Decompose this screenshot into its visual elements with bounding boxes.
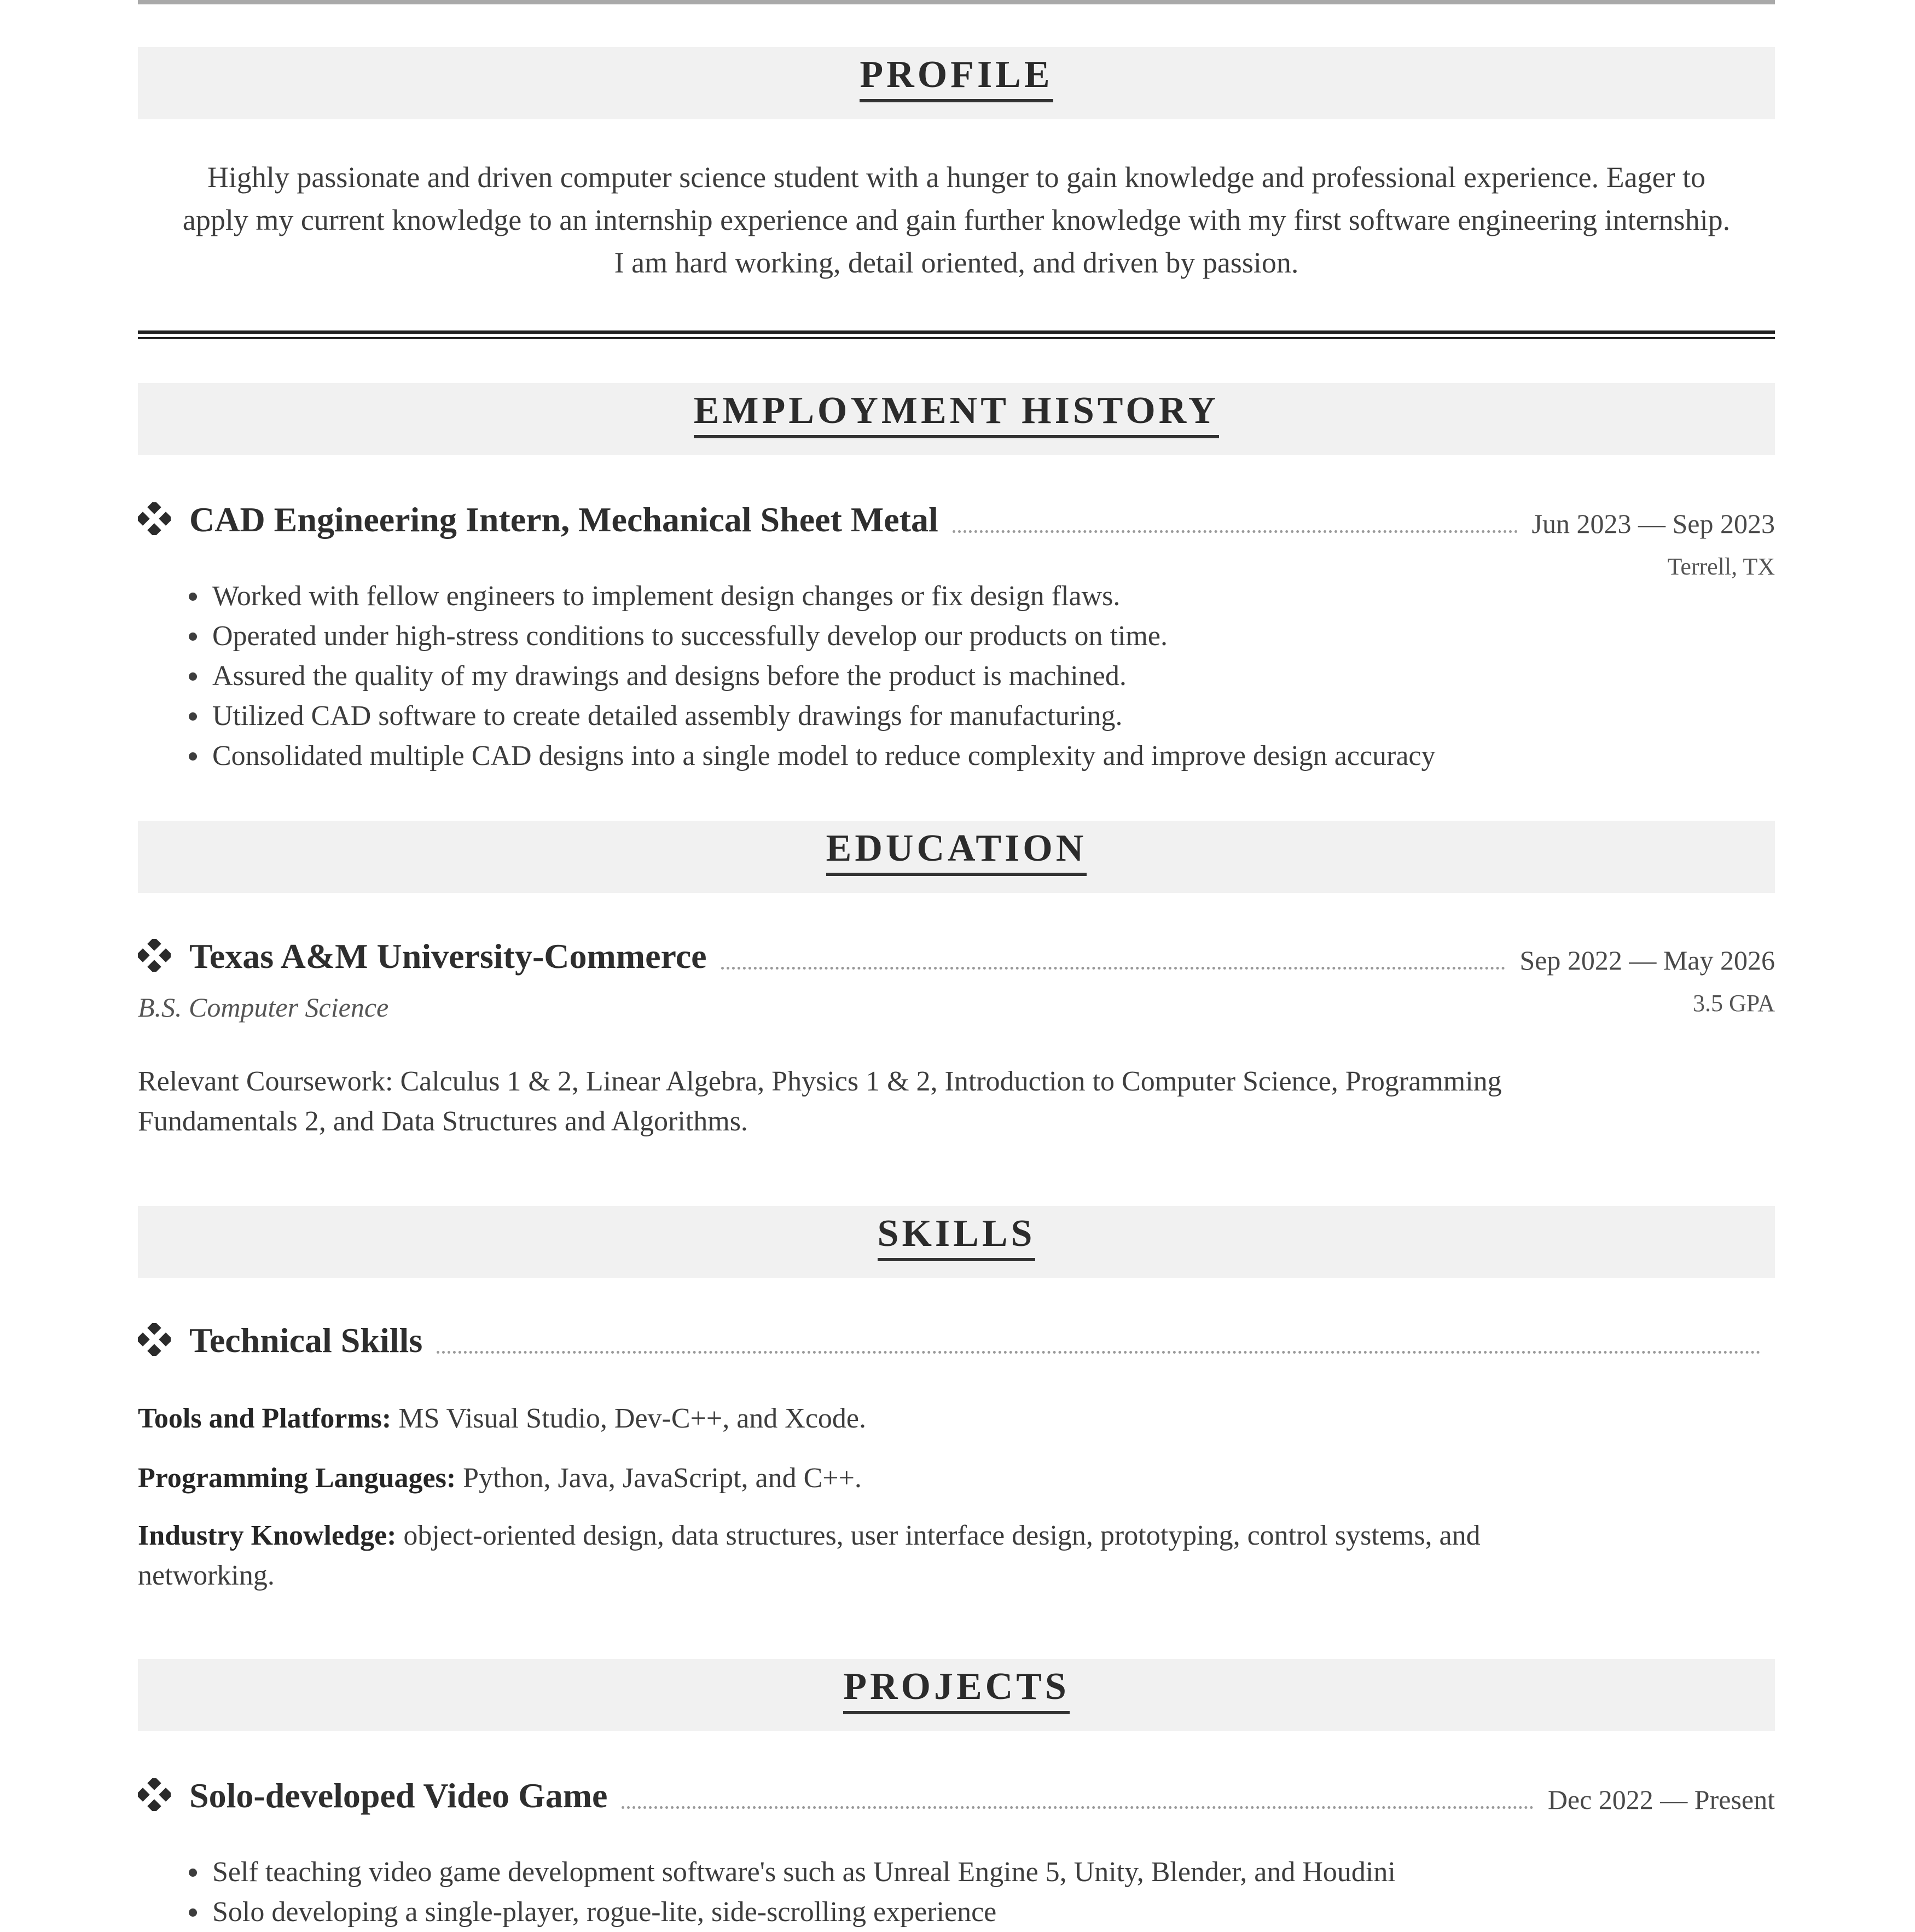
profile-section-header xyxy=(138,47,1775,119)
skill-label: Tools and Platforms: xyxy=(138,1403,392,1434)
job-location: Terrell, TX xyxy=(1667,553,1775,580)
profile-summary: Highly passionate and driven computer science student with a hunger to gain knowledge and professional experience. Eager to apply my current knowledge to an internship experience and gain further knowledge with my first software engineering internship. I am hard working, detail oriented, and driven by passion. xyxy=(182,161,1731,279)
projects-section-header xyxy=(138,1659,1775,1731)
skill-line xyxy=(138,1399,1506,1438)
job-title: CAD Engineering Intern, Mechanical Sheet Metal xyxy=(189,500,938,539)
skill-value: Python, Java, JavaScript, and C++. xyxy=(456,1463,862,1494)
profile-heading: PROFILE xyxy=(860,54,1053,102)
job-dates: Jun 2023 — Sep 2023 xyxy=(1531,508,1775,539)
project-bullets xyxy=(175,1852,1785,1932)
employment-section-header xyxy=(138,383,1775,455)
list-item: • Operated under high-stress conditions to successfully develop our products on time. xyxy=(209,616,1785,656)
dotted-leader xyxy=(622,1806,1533,1809)
clover-bullet-icon xyxy=(138,502,171,535)
skill-value: object-oriented design, data structures, user interface design, prototyping, control systems, and networking. xyxy=(138,1520,1481,1591)
section-divider xyxy=(138,330,1775,339)
skill-line xyxy=(138,1458,1506,1498)
project-dates: Dec 2022 — Present xyxy=(1547,1784,1775,1815)
skills-section-header xyxy=(138,1206,1775,1278)
skills-heading: SKILLS xyxy=(878,1212,1036,1261)
list-item: • Consolidated multiple CAD designs into a single model to reduce complexity and improve design accuracy xyxy=(209,736,1785,776)
list-item: • Assured the quality of my drawings and designs before the product is machined. xyxy=(209,656,1785,696)
employment-heading: EMPLOYMENT HISTORY xyxy=(694,390,1220,438)
dotted-leader xyxy=(437,1351,1761,1354)
degree: B.S. Computer Science xyxy=(138,992,389,1023)
project-title: Solo-developed Video Game xyxy=(189,1776,608,1815)
clover-bullet-icon xyxy=(138,1323,171,1356)
clover-bullet-icon xyxy=(138,1778,171,1811)
list-item: • Worked with fellow engineers to implement design changes or fix design flaws. xyxy=(209,576,1785,616)
skills-group-title: Technical Skills xyxy=(189,1321,423,1360)
skill-label: Industry Knowledge: xyxy=(138,1520,397,1551)
coursework: Relevant Coursework: Calculus 1 & 2, Linear Algebra, Physics 1 & 2, Introduction to Computer Science, Programming Fundamentals 2, and Data Structures and Algorithms. xyxy=(138,1066,1502,1137)
skills-group xyxy=(138,1323,1775,1358)
top-divider xyxy=(138,0,1775,4)
skill-line xyxy=(138,1516,1506,1596)
education-entry xyxy=(138,939,1775,974)
school-dates: Sep 2022 — May 2026 xyxy=(1519,945,1775,976)
skill-label: Programming Languages: xyxy=(138,1463,456,1494)
dotted-leader xyxy=(953,530,1518,533)
list-item: • Utilized CAD software to create detailed assembly drawings for manufacturing. xyxy=(209,696,1785,736)
list-item: • Self teaching video game development software's such as Unreal Engine 5, Unity, Blender, and Houdini xyxy=(209,1852,1785,1892)
education-section-header xyxy=(138,821,1775,893)
education-heading: EDUCATION xyxy=(826,827,1087,876)
gpa: 3.5 GPA xyxy=(1693,990,1775,1017)
list-item: • Solo developing a single-player, rogue-lite, side-scrolling experience xyxy=(209,1892,1785,1932)
project-entry xyxy=(138,1778,1775,1813)
school-name: Texas A&M University-Commerce xyxy=(189,937,707,976)
clover-bullet-icon xyxy=(138,939,171,972)
employment-entry xyxy=(138,502,1775,537)
projects-heading: PROJECTS xyxy=(843,1666,1070,1714)
skill-value: MS Visual Studio, Dev-C++, and Xcode. xyxy=(391,1403,866,1434)
job-bullets xyxy=(175,576,1785,776)
dotted-leader xyxy=(721,967,1506,970)
